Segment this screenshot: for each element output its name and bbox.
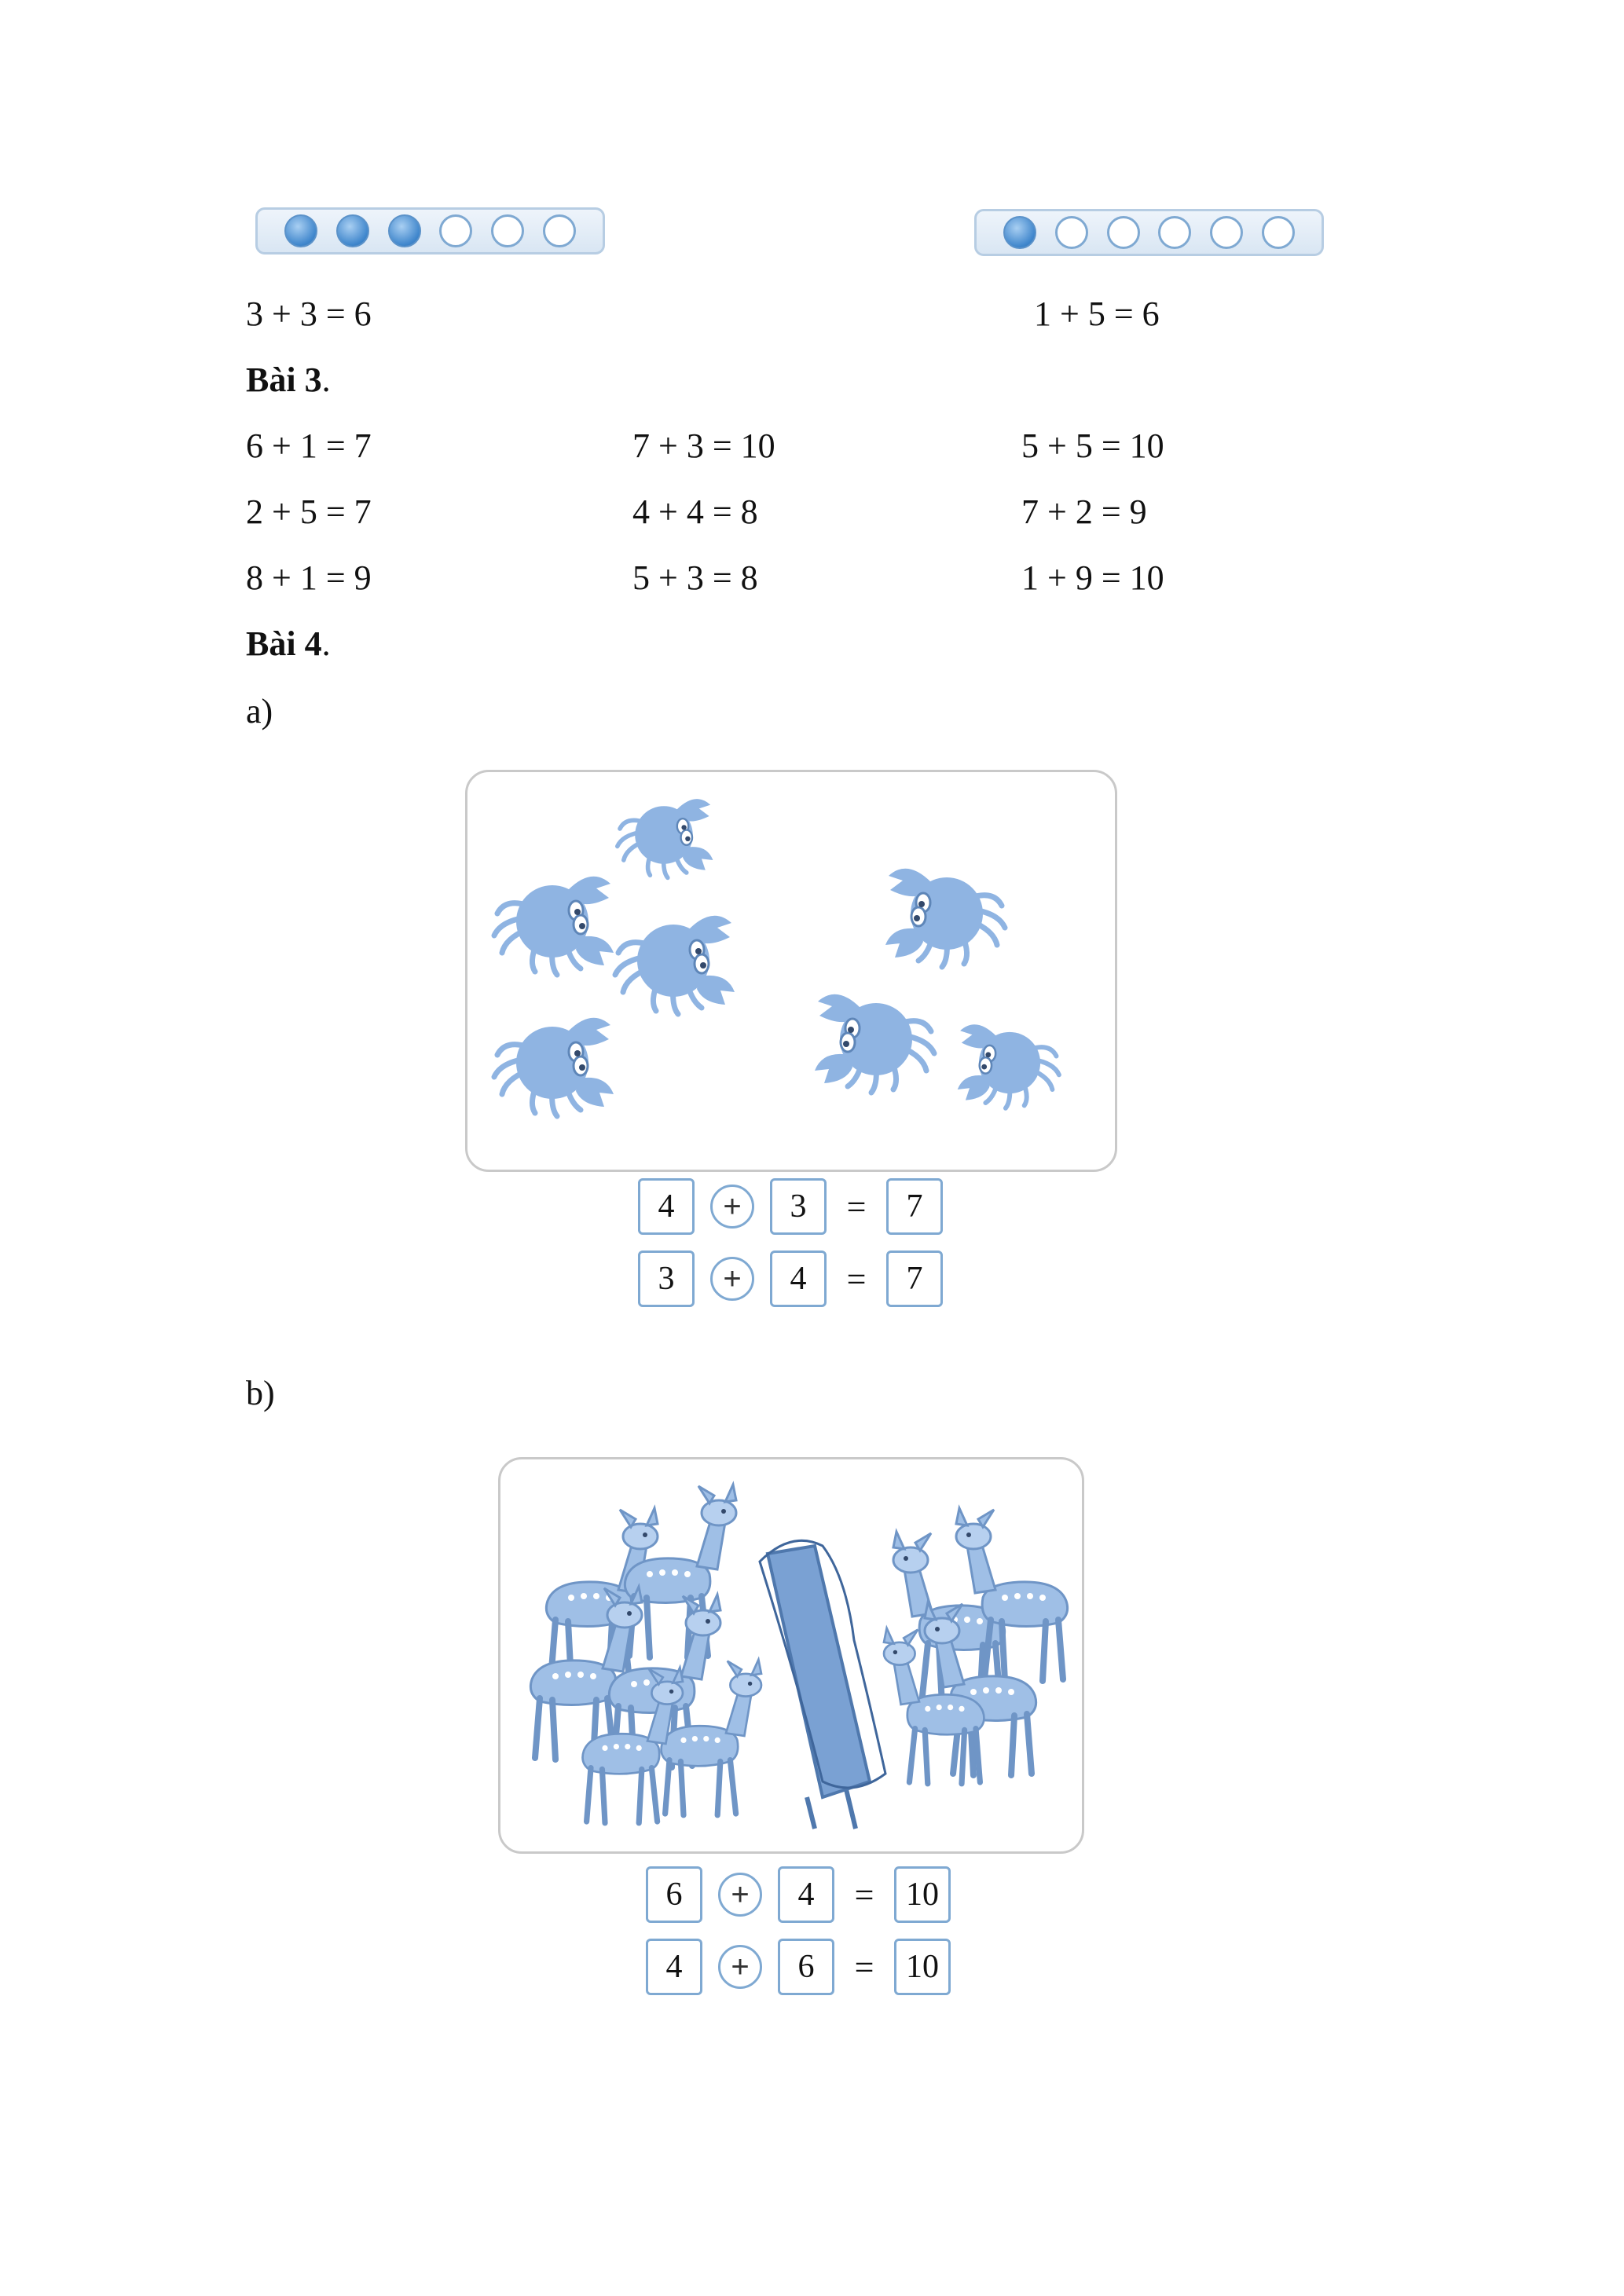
crab-icon xyxy=(494,877,614,975)
result-box: 10 xyxy=(894,1866,951,1923)
bai3-r2c2: 4 + 4 = 8 xyxy=(632,493,758,531)
deer-illustration xyxy=(500,1459,1082,1851)
crab-icon xyxy=(618,799,713,877)
deer-picture-frame xyxy=(498,1457,1084,1854)
addend-box: 4 xyxy=(638,1178,695,1235)
plus-icon: + xyxy=(718,1873,762,1917)
crab-icon xyxy=(958,1024,1059,1108)
equation-row-b1 xyxy=(646,1866,951,1923)
addend-box: 4 xyxy=(646,1939,702,1995)
counter-bar-right xyxy=(974,209,1324,256)
plus-icon: + xyxy=(718,1945,762,1989)
bai3-r1c2: 7 + 3 = 10 xyxy=(632,427,775,465)
counter-dot-empty xyxy=(1158,216,1191,249)
bai3-heading: Bài 3. xyxy=(246,361,331,399)
counter-dot-empty xyxy=(439,214,472,247)
crab-icon xyxy=(494,1018,614,1116)
result-box: 7 xyxy=(886,1251,943,1307)
counter-dot-empty xyxy=(1262,216,1295,249)
bai3-r3c3: 1 + 9 = 10 xyxy=(1021,558,1164,597)
part-a-label: a) xyxy=(246,692,273,731)
equation-row-b2 xyxy=(646,1939,951,1995)
equation-row-a2 xyxy=(638,1251,943,1307)
deer-icon xyxy=(625,1485,736,1657)
counter-dot-empty xyxy=(1210,216,1243,249)
result-box: 10 xyxy=(894,1939,951,1995)
deer-icon xyxy=(956,1508,1068,1681)
equals-sign: = xyxy=(846,1187,867,1226)
addend-box: 6 xyxy=(778,1939,834,1995)
equals-sign: = xyxy=(854,1947,874,1987)
addend-box: 4 xyxy=(778,1866,834,1923)
addend-box: 3 xyxy=(770,1178,827,1235)
crab-illustration xyxy=(467,772,1115,1170)
hay-feeder-icon xyxy=(760,1540,885,1829)
equals-sign: = xyxy=(854,1875,874,1914)
crab-icon xyxy=(885,869,1005,967)
bai3-r3c1: 8 + 1 = 9 xyxy=(246,558,372,597)
bai3-r1c3: 5 + 5 = 10 xyxy=(1021,427,1164,465)
equals-sign: = xyxy=(846,1259,867,1298)
addend-box: 4 xyxy=(770,1251,827,1307)
equation-left: 3 + 3 = 6 xyxy=(246,295,372,333)
crab-icon xyxy=(615,916,735,1014)
result-box: 7 xyxy=(886,1178,943,1235)
counter-dot-empty xyxy=(1055,216,1088,249)
addend-box: 3 xyxy=(638,1251,695,1307)
bai3-r2c3: 7 + 2 = 9 xyxy=(1021,493,1147,531)
counter-dot-empty xyxy=(1107,216,1140,249)
counter-dot-empty xyxy=(543,214,576,247)
part-b-label: b) xyxy=(246,1374,275,1412)
deer-icon xyxy=(884,1628,984,1784)
counter-dot-filled xyxy=(336,214,369,247)
equation-row-a1 xyxy=(638,1178,943,1235)
counter-dot-filled xyxy=(388,214,421,247)
counter-dot-empty xyxy=(491,214,524,247)
bai4-heading: Bài 4. xyxy=(246,624,331,663)
bai3-r1c1: 6 + 1 = 7 xyxy=(246,427,372,465)
plus-icon: + xyxy=(710,1257,754,1301)
counter-dot-filled xyxy=(284,214,317,247)
bai3-r2c1: 2 + 5 = 7 xyxy=(246,493,372,531)
crab-icon xyxy=(815,994,934,1093)
plus-icon: + xyxy=(710,1185,754,1229)
counter-dot-filled xyxy=(1003,216,1036,249)
counter-bar-left xyxy=(255,207,605,255)
addend-box: 6 xyxy=(646,1866,702,1923)
equation-right: 1 + 5 = 6 xyxy=(1034,295,1160,333)
bai3-r3c2: 5 + 3 = 8 xyxy=(632,558,758,597)
crab-picture-frame xyxy=(465,770,1117,1172)
